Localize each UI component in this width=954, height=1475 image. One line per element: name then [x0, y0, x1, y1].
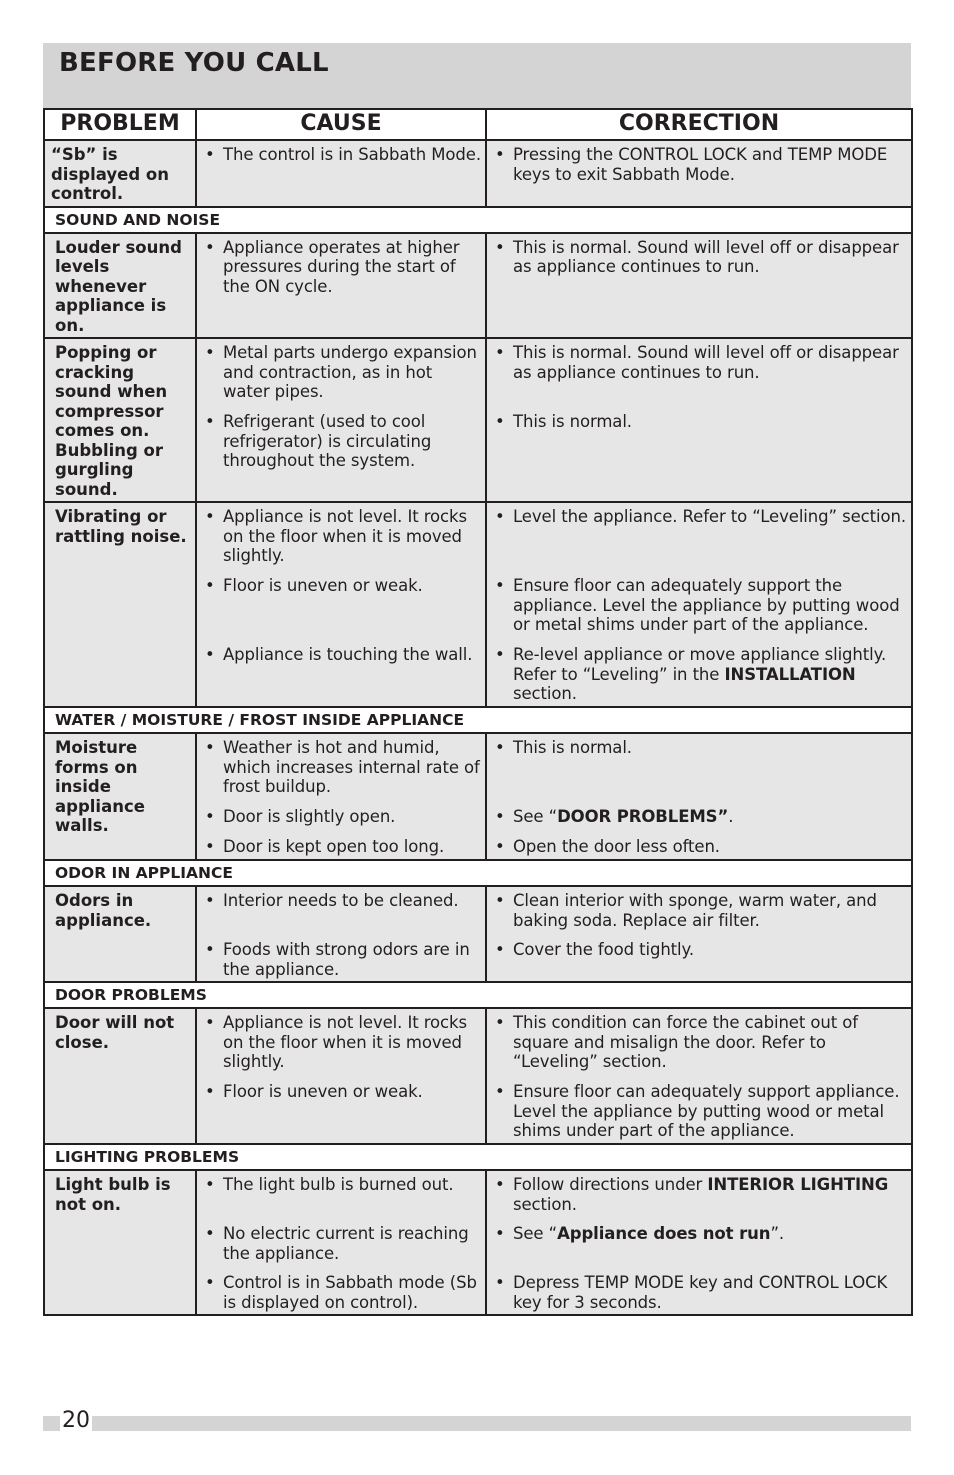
cause-item: [203, 1082, 481, 1141]
correction-bold-text: DOOR PROBLEMS”: [557, 807, 729, 826]
cause-list: [203, 891, 481, 979]
correction-trailing-text: ”.: [770, 1224, 785, 1243]
cause-text: Appliance is not level. It rocks on the floor when it is moved slightly.: [223, 1013, 467, 1071]
correction-list: [493, 238, 907, 297]
correction-item: [493, 807, 907, 827]
section-header-row: [44, 860, 912, 886]
correction-text: Open the door less often.: [513, 837, 720, 856]
cause-text: Appliance operates at higher pressures during the start of the ON cycle.: [223, 237, 460, 296]
correction-text: Clean interior with sponge, warm water, and baking soda. Replace air filter.: [513, 891, 877, 930]
correction-text: Level the appliance. Refer to “Leveling” section.: [513, 507, 906, 526]
correction-text: This is normal.: [513, 412, 632, 431]
correction-item: [493, 1082, 907, 1141]
section-header-row: [44, 982, 912, 1008]
correction-item: [493, 507, 907, 566]
correction-cell: [486, 1170, 912, 1315]
cause-text: The light bulb is burned out.: [223, 1175, 454, 1194]
correction-text: See “: [513, 807, 558, 826]
correction-list: [493, 738, 907, 857]
correction-cell: [486, 140, 912, 207]
problem-cell: Door will not close.: [44, 1008, 196, 1144]
correction-bold-text: Appliance does not run: [557, 1224, 771, 1243]
correction-item: [493, 1013, 907, 1072]
cause-cell: [196, 886, 486, 982]
section-header-row: [44, 1144, 912, 1170]
section-header-row: [44, 707, 912, 733]
cause-text: Door is kept open too long.: [223, 837, 445, 856]
correction-item: [493, 891, 907, 930]
cause-cell: [196, 338, 486, 502]
section-title: LIGHTING PROBLEMS: [44, 1144, 912, 1170]
cause-item: [203, 940, 481, 979]
section-title: WATER / MOISTURE / FROST INSIDE APPLIANCE: [44, 707, 912, 733]
correction-cell: [486, 733, 912, 860]
correction-text: Re-level appliance or move appliance slightly. Refer to “Leveling” in the: [513, 645, 887, 684]
problem-cell: Popping or cracking sound when compressor comes on. Bubbling or gurgling sound.: [44, 338, 196, 502]
cause-list: [203, 1175, 481, 1312]
cause-text: Refrigerant (used to cool refrigerator) is circulating throughout the system.: [223, 412, 432, 470]
correction-list: [493, 145, 907, 184]
cause-text: Floor is uneven or weak.: [223, 576, 423, 595]
cause-text: Floor is uneven or weak.: [223, 1082, 423, 1101]
header-problem: PROBLEM: [44, 109, 196, 140]
cause-item: [203, 1273, 481, 1312]
correction-cell: [486, 1008, 912, 1144]
correction-text: Pressing the CONTROL LOCK and TEMP MODE keys to exit Sabbath Mode.: [513, 145, 888, 184]
correction-trailing-text: .: [728, 807, 734, 826]
correction-cell: [486, 886, 912, 982]
cause-text: Interior needs to be cleaned.: [223, 891, 459, 910]
cause-text: No electric current is reaching the appliance.: [223, 1224, 469, 1263]
correction-item: [493, 1273, 907, 1312]
correction-cell: [486, 338, 912, 502]
correction-text: Ensure floor can adequately support appliance. Level the appliance by putting wood or metal shims under part of the appliance.: [513, 1082, 900, 1140]
cause-text: Weather is hot and humid, which increases internal rate of frost buildup.: [223, 738, 480, 796]
cause-item: [203, 343, 481, 402]
correction-list: [493, 507, 907, 704]
correction-text: Ensure floor can adequately support the appliance. Level the appliance by putting wood or metal shims under part of the appliance.: [513, 576, 900, 634]
correction-cell: [486, 502, 912, 707]
cause-item: [203, 238, 481, 297]
table-row: [44, 886, 912, 982]
correction-item: [493, 1175, 907, 1214]
table-row: [44, 338, 912, 502]
cause-item: [203, 1175, 481, 1214]
cause-text: Foods with strong odors are in the appliance.: [223, 940, 470, 979]
correction-bold-text: INTERIOR LIGHTING: [707, 1175, 889, 1194]
cause-cell: [196, 1008, 486, 1144]
problem-cell: Louder sound levels whenever appliance is on.: [44, 233, 196, 339]
table-row: [44, 733, 912, 860]
troubleshooting-table: [43, 108, 913, 1316]
correction-text: Follow directions under: [513, 1175, 708, 1194]
cause-list: [203, 238, 481, 297]
table-body: [44, 140, 912, 1315]
correction-item: [493, 343, 907, 402]
cause-text: Metal parts undergo expansion and contraction, as in hot water pipes.: [223, 343, 477, 401]
correction-text: This is normal.: [513, 738, 632, 757]
cause-text: Control is in Sabbath mode (Sb is displayed on control).: [223, 1273, 477, 1312]
section-header-row: [44, 207, 912, 233]
cause-item: [203, 807, 481, 827]
problem-cell: Moisture forms on inside appliance walls.: [44, 733, 196, 860]
correction-item: [493, 238, 907, 297]
correction-item: [493, 837, 907, 857]
correction-text: This is normal. Sound will level off or disappear as appliance continues to run.: [513, 237, 899, 276]
correction-bold-text: INSTALLATION: [724, 664, 856, 684]
cause-item: [203, 145, 481, 184]
correction-list: [493, 343, 907, 471]
cause-list: [203, 738, 481, 857]
cause-list: [203, 145, 481, 184]
cause-text: The control is in Sabbath Mode.: [223, 145, 481, 164]
section-title: SOUND AND NOISE: [44, 207, 912, 233]
cause-item: [203, 837, 481, 857]
header-correction: CORRECTION: [486, 109, 912, 140]
correction-list: [493, 891, 907, 979]
correction-text: This condition can force the cabinet out of square and misalign the door. Refer to “Leveling” section.: [513, 1013, 858, 1071]
cause-text: Door is slightly open.: [223, 807, 396, 826]
correction-text: Depress TEMP MODE key and CONTROL LOCK key for 3 seconds.: [513, 1273, 888, 1312]
problem-cell: Light bulb is not on.: [44, 1170, 196, 1315]
table-row: [44, 1170, 912, 1315]
title-band: [43, 43, 911, 109]
cause-list: [203, 343, 481, 471]
section-title: ODOR IN APPLIANCE: [44, 860, 912, 886]
cause-cell: [196, 140, 486, 207]
table-row: [44, 1008, 912, 1144]
correction-list: [493, 1013, 907, 1141]
cause-item: [203, 576, 481, 635]
cause-cell: [196, 1170, 486, 1315]
cause-cell: [196, 502, 486, 707]
table-row: [44, 233, 912, 339]
cause-list: [203, 1013, 481, 1141]
cause-list: [203, 507, 481, 704]
footer-band: [43, 1416, 911, 1431]
cause-item: [203, 738, 481, 797]
table-row: [44, 140, 912, 207]
correction-item: [493, 645, 907, 704]
correction-text: Cover the food tightly.: [513, 940, 694, 959]
cause-item: [203, 645, 481, 704]
section-title: DOOR PROBLEMS: [44, 982, 912, 1008]
correction-item: [493, 412, 907, 471]
correction-item: [493, 1224, 907, 1263]
cause-item: [203, 507, 481, 566]
problem-cell: “Sb” is displayed on control.: [44, 140, 196, 207]
problem-cell: Vibrating or rattling noise.: [44, 502, 196, 707]
cause-item: [203, 1224, 481, 1263]
correction-text: This is normal. Sound will level off or disappear as appliance continues to run.: [513, 343, 899, 382]
table-header-row: [44, 109, 912, 140]
cause-cell: [196, 233, 486, 339]
cause-cell: [196, 733, 486, 860]
cause-item: [203, 891, 481, 930]
cause-text: Appliance is touching the wall.: [223, 645, 473, 664]
correction-trailing-text: section.: [513, 1194, 577, 1214]
correction-item: [493, 738, 907, 797]
correction-item: [493, 576, 907, 635]
problem-cell: Odors in appliance.: [44, 886, 196, 982]
page-number: 20: [62, 1408, 90, 1433]
header-cause: CAUSE: [196, 109, 486, 140]
correction-item: [493, 145, 907, 184]
correction-trailing-text: section.: [513, 684, 577, 703]
table-row: [44, 502, 912, 707]
cause-text: Appliance is not level. It rocks on the floor when it is moved slightly.: [223, 507, 467, 565]
correction-text: See “: [513, 1224, 558, 1243]
correction-list: [493, 1175, 907, 1312]
cause-item: [203, 412, 481, 471]
page-title: BEFORE YOU CALL: [59, 48, 329, 78]
correction-item: [493, 940, 907, 979]
cause-item: [203, 1013, 481, 1072]
correction-cell: [486, 233, 912, 339]
